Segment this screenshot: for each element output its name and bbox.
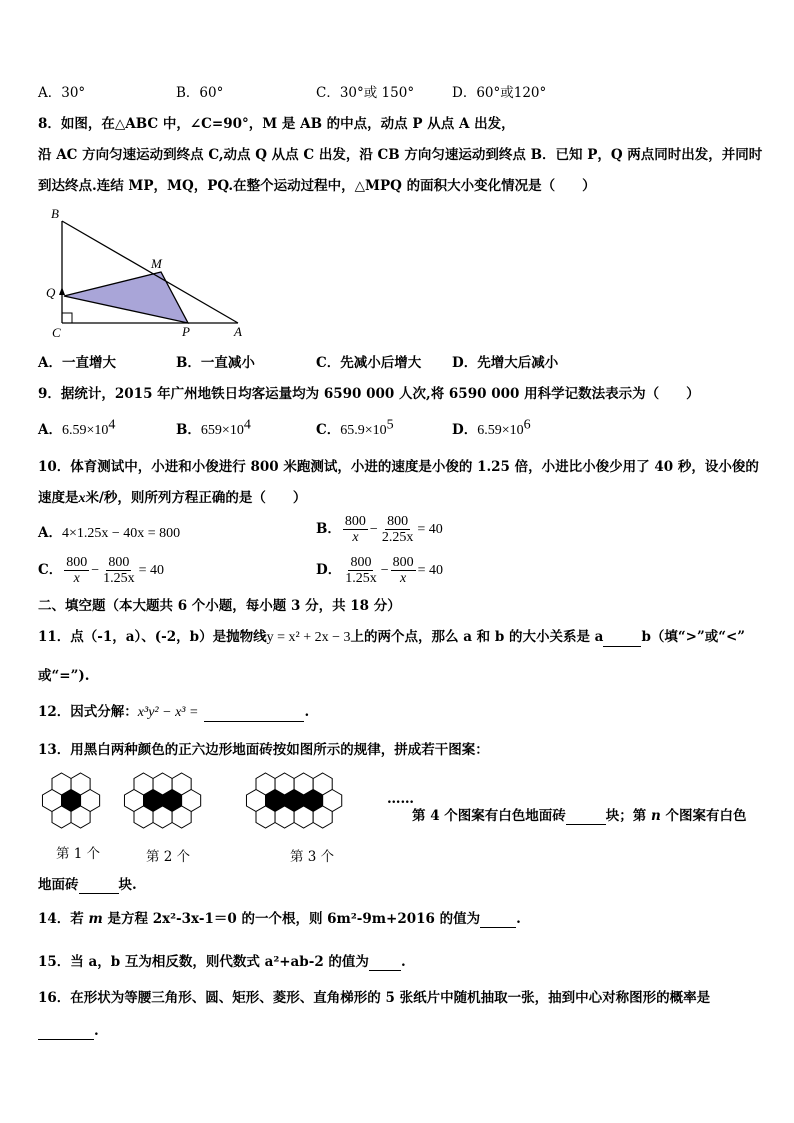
white-hexagon-tile xyxy=(153,806,172,828)
q10-option-d: D． $\frac{800}{1.25x}$ − $\frac{800}{x}$ = 40 xyxy=(316,555,444,586)
fraction: $\frac{800}{2.25x}$ xyxy=(381,514,414,545)
q8-stem-line1: 8．如图，在△ABC 中，∠C=90°，M 是 AB 的中点，动点 P 从点 A 出发， xyxy=(38,116,515,132)
label-m: M xyxy=(151,256,162,271)
answer-blank[interactable] xyxy=(38,1025,94,1040)
q11-line2: 或“=”). xyxy=(38,668,90,684)
q7-option-b: B．60° xyxy=(176,85,224,101)
q10-option-b: B． $\frac{800}{x}$ − $\frac{800}{2.25x}$ = 40 xyxy=(316,514,443,545)
q14-line: 14．若 m 是方程 2x²-3x-1＝0 的一个根，则 6m²-9m+2016 的值为 . xyxy=(38,911,521,927)
label-b: B xyxy=(51,206,59,221)
q13-line1: 第 4 个图案有白色地面砖 块；第 n 个图案有白色 xyxy=(412,808,747,824)
label-a: A xyxy=(234,324,242,339)
q8-option-d: D．先增大后减小 xyxy=(452,355,559,371)
answer-blank[interactable] xyxy=(603,632,641,647)
white-hexagon-tile xyxy=(134,806,153,828)
fraction: $\frac{800}{x}$ xyxy=(66,555,88,586)
white-hexagon-tile xyxy=(294,806,313,828)
q8-option-a: A．一直增大 xyxy=(38,355,116,371)
q13-stem: 13．用黑白两种颜色的正六边形地面砖按如图所示的规律，拼成若干图案： xyxy=(38,742,489,758)
q12-line: 12．因式分解：x³y² − x³ = . xyxy=(38,704,310,720)
answer-blank[interactable] xyxy=(369,956,401,971)
label-c: C xyxy=(52,325,61,340)
q10-stem-line1: 10．体育测试中，小进和小俊进行 800 米跑测试，小进的速度是小俊的 1.25 倍，小进比小俊少用了 40 秒，设小俊的 xyxy=(38,459,759,475)
arrow-up-icon xyxy=(59,287,65,295)
q9-option-c: C．$65.9\times 10^5$ xyxy=(316,417,394,438)
answer-blank[interactable] xyxy=(480,913,516,928)
q11-line1: 11．点（-1，a）、(-2，b）是抛物线y = x² + 2x − 3上的两个点，那么 a 和 b 的大小关系是 a b（填“>”或“<” xyxy=(38,629,746,645)
answer-blank[interactable] xyxy=(204,707,304,722)
q8-option-b: B．一直减小 xyxy=(176,355,255,371)
section-heading: 二、填空题（本大题共 6 个小题，每小题 3 分，共 18 分） xyxy=(38,598,401,614)
white-hexagon-tile xyxy=(256,806,275,828)
q13-line2: 地面砖 块. xyxy=(38,877,137,893)
fraction: $\frac{800}{1.25x}$ xyxy=(103,555,135,586)
caption-pattern-2: 第 2 个 xyxy=(146,849,191,865)
q7-option-a: A．30° xyxy=(38,85,86,101)
mpq-shaded-triangle xyxy=(64,272,188,323)
q13-dots: …… xyxy=(387,791,414,807)
q8-stem-line2: 沿 AC 方向匀速运动到终点 C,动点 Q 从点 C 出发，沿 CB 方向匀速运动到终点 B．已知 P，Q 两点同时出发，并同时 xyxy=(38,147,763,163)
q9-option-d: D．$6.59\times 10^6$ xyxy=(452,417,531,438)
white-hexagon-tile xyxy=(275,806,294,828)
q7-option-c: C．30°或 150° xyxy=(316,85,415,101)
q7-option-d: D．60°或120° xyxy=(452,85,547,101)
caption-pattern-1: 第 1 个 xyxy=(56,846,101,862)
q9-stem: 9．据统计，2015 年广州地铁日均客运量均为 6590 000 人次,将 6590 000 用科学记数法表示为（ ） xyxy=(38,386,700,402)
fraction: $\frac{800}{1.25x}$ xyxy=(345,555,377,586)
white-hexagon-tile xyxy=(172,806,191,828)
right-angle-mark xyxy=(62,313,72,323)
hexagon-patterns xyxy=(36,770,386,842)
q9-option-b: B．$659\times 10^4$ xyxy=(176,417,251,438)
q15-line: 15．当 a，b 互为相反数，则代数式 a²+ab-2 的值为 . xyxy=(38,954,406,970)
hexagon-grid xyxy=(42,773,341,828)
q9-option-a: A．$6.59\times 10^4$ xyxy=(38,417,116,438)
white-hexagon-tile xyxy=(71,806,90,828)
label-q: Q xyxy=(46,285,56,300)
answer-blank[interactable] xyxy=(79,879,119,894)
caption-pattern-3: 第 3 个 xyxy=(290,849,335,865)
answer-blank[interactable] xyxy=(566,810,606,825)
q10-option-a: A．4×1.25x − 40x = 800 xyxy=(38,525,181,541)
label-p: P xyxy=(182,324,190,339)
fraction: $\frac{800}{x}$ xyxy=(392,555,414,586)
q10-stem-line2: 速度是x米/秒，则所列方程正确的是（ ） xyxy=(38,490,307,506)
fraction: $\frac{800}{x}$ xyxy=(344,514,366,545)
white-hexagon-tile xyxy=(52,806,71,828)
q8-option-c: C．先减小后增大 xyxy=(316,355,422,371)
triangle-figure xyxy=(40,205,260,345)
q16-line2: . xyxy=(38,1022,99,1040)
white-hexagon-tile xyxy=(313,806,332,828)
q10-option-c: C． $\frac{800}{x}$ − $\frac{800}{1.25x}$ = 40 xyxy=(38,555,165,586)
q16-line1: 16．在形状为等腰三角形、圆、矩形、菱形、直角梯形的 5 张纸片中随机抽取一张，抽到中心对称图形的概率是 xyxy=(38,990,711,1006)
q8-stem-line3: 到达终点.连结 MP，MQ，PQ.在整个运动过程中，△MPQ 的面积大小变化情况是（ ） xyxy=(38,178,596,194)
